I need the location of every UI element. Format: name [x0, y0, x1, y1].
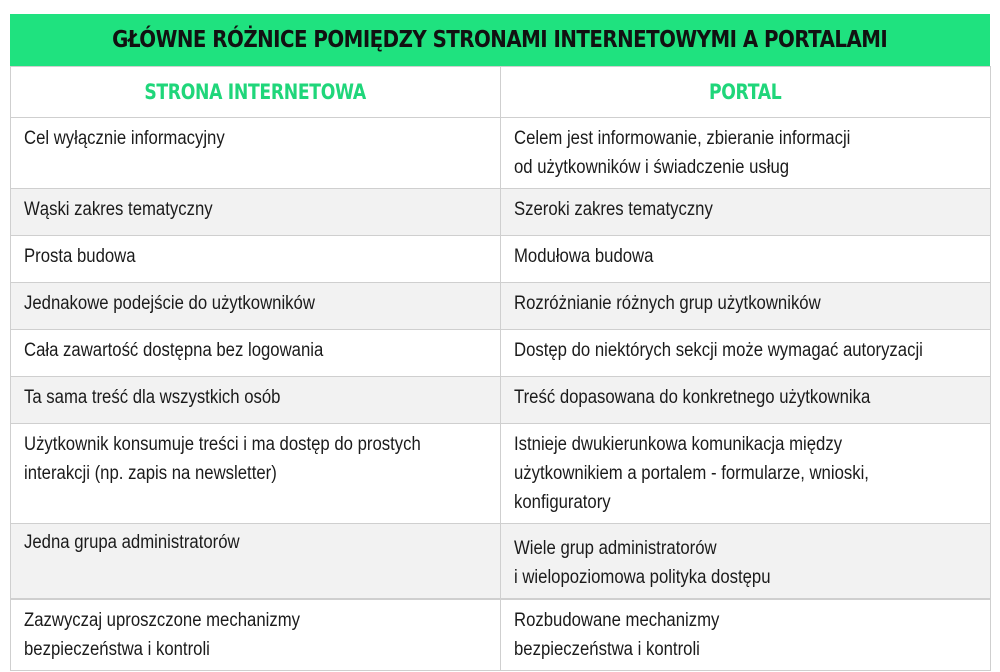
table-row	[11, 236, 991, 283]
table-row	[11, 283, 991, 330]
website-cell: Jedna grupa administratorów	[11, 524, 501, 600]
table-row	[11, 599, 991, 671]
portal-cell: Celem jest informowanie, zbieranie informacji od użytkowników i świadczenie usług	[501, 118, 991, 189]
title-bar	[10, 14, 990, 66]
column-header-website: STRONA INTERNETOWA	[11, 67, 501, 118]
comparison-infographic	[10, 14, 990, 671]
portal-cell: Rozbudowane mechanizmy bezpieczeństwa i kontroli	[501, 599, 991, 671]
portal-cell: Rozróżnianie różnych grup użytkowników	[501, 283, 991, 330]
page-title: GŁÓWNE RÓŻNICE POMIĘDZY STRONAMI INTERNETOWYMI A PORTALAMI	[112, 27, 888, 53]
portal-cell: Modułowa budowa	[501, 236, 991, 283]
website-cell: Użytkownik konsumuje treści i ma dostęp do prostych interakcji (np. zapis na newsletter)	[11, 424, 501, 524]
table-row	[11, 524, 991, 600]
website-cell: Zazwyczaj uproszczone mechanizmy bezpieczeństwa i kontroli	[11, 599, 501, 671]
table-row	[11, 424, 991, 524]
portal-cell: Treść dopasowana do konkretnego użytkownika	[501, 377, 991, 424]
comparison-table	[10, 66, 991, 671]
portal-cell: Szeroki zakres tematyczny	[501, 189, 991, 236]
website-cell: Prosta budowa	[11, 236, 501, 283]
portal-cell: Dostęp do niektórych sekcji może wymagać autoryzacji	[501, 330, 991, 377]
website-cell: Wąski zakres tematyczny	[11, 189, 501, 236]
website-cell: Jednakowe podejście do użytkowników	[11, 283, 501, 330]
portal-cell: Wiele grup administratorów i wielopoziomowa polityka dostępu	[501, 524, 991, 600]
portal-cell: Istnieje dwukierunkowa komunikacja między użytkownikiem a portalem - formularze, wnioski, konfiguratory	[501, 424, 991, 524]
table-row	[11, 189, 991, 236]
table-row	[11, 118, 991, 189]
website-cell: Cała zawartość dostępna bez logowania	[11, 330, 501, 377]
table-row	[11, 377, 991, 424]
website-cell: Cel wyłącznie informacyjny	[11, 118, 501, 189]
table-row	[11, 330, 991, 377]
website-cell: Ta sama treść dla wszystkich osób	[11, 377, 501, 424]
table-header-row	[11, 67, 991, 118]
column-header-portal: PORTAL	[501, 67, 991, 118]
